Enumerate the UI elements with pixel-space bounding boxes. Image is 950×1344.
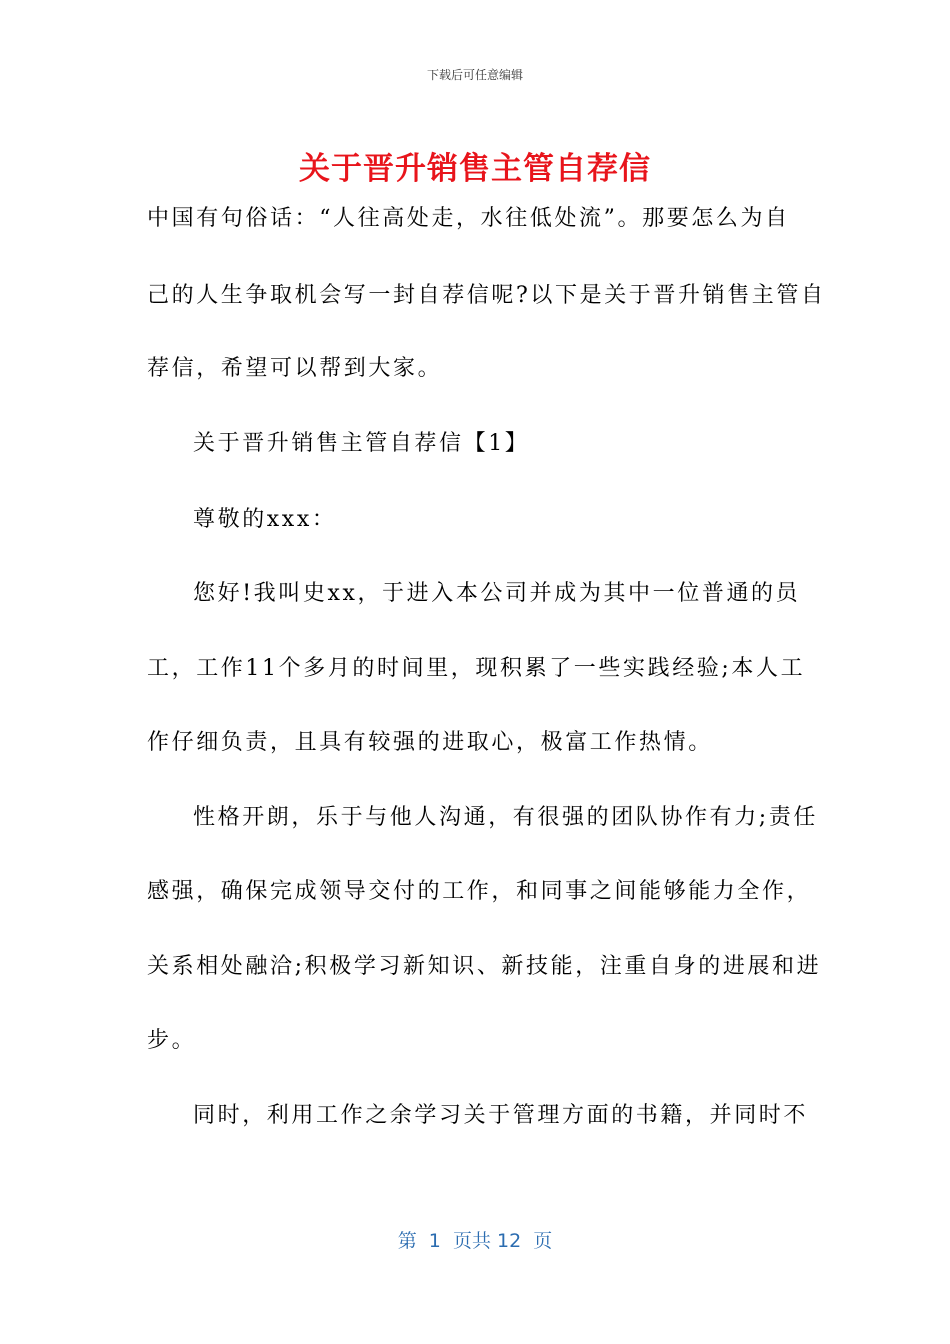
page-footer: 第 1 页共 12 页 [397, 1230, 553, 1252]
body-line-3: 荐信，希望可以帮到大家。 [147, 356, 443, 381]
body-line-1: 中国有句俗话：“人往高处走，水往低处流”。那要怎么为自 [147, 206, 790, 231]
body-line-13: 同时，利用工作之余学习关于管理方面的书籍，并同时不 [193, 1103, 809, 1128]
body-line-9: 性格开朗，乐于与他人沟通，有很强的团队协作有力;责任 [193, 805, 819, 830]
body-line-10: 感强，确保完成领导交付的工作，和同事之间能够能力全作， [147, 879, 812, 904]
body-line-2: 己的人生争取机会写一封自荐信呢?以下是关于晋升销售主管自 [147, 283, 826, 308]
document-title: 关于晋升销售主管自荐信 [299, 151, 651, 187]
body-line-6: 您好!我叫史xx，于进入本公司并成为其中一位普通的员 [193, 581, 801, 606]
body-line-8: 作仔细负责，且具有较强的进取心，极富工作热情。 [147, 730, 713, 755]
body-line-7: 工，工作11个多月的时间里，现积累了一些实践经验;本人工 [147, 656, 806, 681]
section-heading: 关于晋升销售主管自荐信【1】 [193, 431, 530, 456]
body-line-12: 步。 [147, 1028, 197, 1053]
body-line-11: 关系相处融洽;积极学习新知识、新技能，注重自身的进展和进 [147, 954, 822, 979]
header-note: 下载后可任意编辑 [426, 68, 523, 82]
salutation: 尊敬的xxx： [193, 507, 337, 532]
